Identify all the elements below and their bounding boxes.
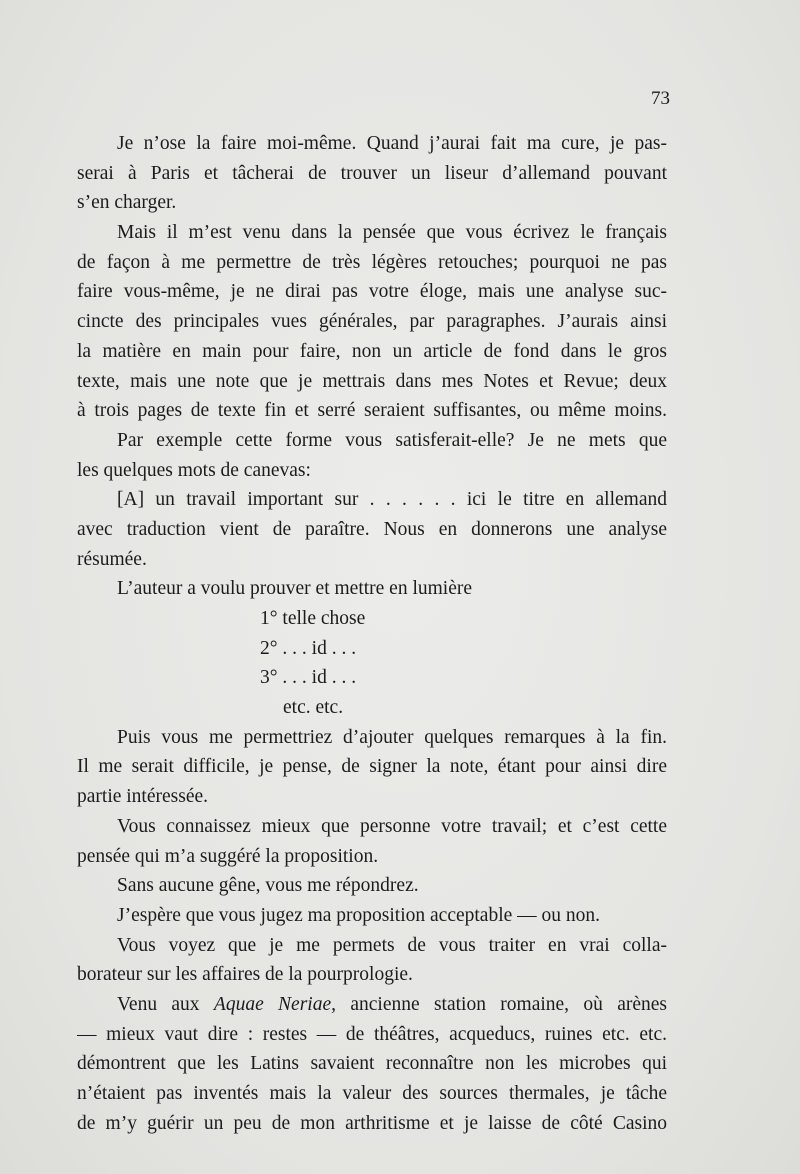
text-line: résumée. [77,548,147,570]
body-text [77,129,667,1138]
text-line: Par exemple cette forme vous satisferait-elle? Je ne mets que [117,429,667,451]
page-number: 73 [651,88,670,109]
text-line: la matière en main pour faire, non un article de fond dans le gros [77,340,667,362]
text-line: Vous connaissez mieux que personne votre travail; et c’est cette [117,815,667,837]
text-line: [A] un travail important sur . . . . . . ici le titre en allemand [117,489,667,511]
text-line: borateur sur les affaires de la pourprologie. [77,964,413,986]
text-line: de façon à me permettre de très légères retouches; pourquoi ne pas [77,251,667,273]
text-line: Vous voyez que je me permets de vous traiter en vrai colla- [117,934,667,956]
text-line: démontrent que les Latins savaient reconnaître non les microbes qui [77,1053,667,1075]
text-line: Il me serait difficile, je pense, de signer la note, étant pour ainsi dire [77,756,667,778]
text-line: 3° . . . id . . . [260,667,357,689]
text-line: pensée qui m’a suggéré la proposition. [77,845,379,867]
text-line: Je n’ose la faire moi-même. Quand j’aurai fait ma cure, je pas- [117,133,667,154]
text-line: partie intéressée. [77,786,209,808]
text-line: serai à Paris et tâcherai de trouver un liseur d’allemand pouvant [77,162,667,184]
text-line: n’étaient pas inventés mais la valeur des sources thermales, je tâche [77,1083,667,1104]
text-line: les quelques mots de canevas: [77,459,311,481]
text-line: s’en charger. [77,192,177,214]
text-line: Puis vous me permettriez d’ajouter quelques remarques à la fin. [117,726,667,748]
text-line: 1° telle chose [260,608,366,629]
text-line: etc. etc. [283,697,344,719]
text-line: Mais il m’est venu dans la pensée que vous écrivez le français [117,222,667,244]
text-line: J’espère que vous jugez ma proposition acceptable — ou non. [117,904,601,926]
text-line: faire vous-même, je ne dirai pas votre éloge, mais une analyse suc- [77,281,667,303]
text-line: à trois pages de texte fin et serré seraient suffisantes, ou même moins. [77,400,667,422]
text-line: — mieux vaut dire : restes — de théâtres, acqueducs, ruines etc. etc. [77,1023,667,1045]
text-line: texte, mais une note que je mettrais dans mes Notes et Revue; deux [77,370,667,392]
text-line: L’auteur a voulu prouver et mettre en lumière [117,578,473,600]
text-line: Sans aucune gêne, vous me répondrez. [117,875,419,897]
text-line: avec traduction vient de paraître. Nous en donnerons une analyse [77,518,667,540]
text-line: Venu aux Aquae Neriae, ancienne station romaine, où arènes [117,993,667,1015]
text-line: 2° . . . id . . . [260,637,357,659]
italic-phrase: Aquae Neriae, [213,993,337,1015]
text-line: cincte des principales vues générales, par paragraphes. J’aurais ainsi [77,311,667,333]
text-line: de m’y guérir un peu de mon arthritisme et je laisse de côté Casino [77,1112,667,1134]
